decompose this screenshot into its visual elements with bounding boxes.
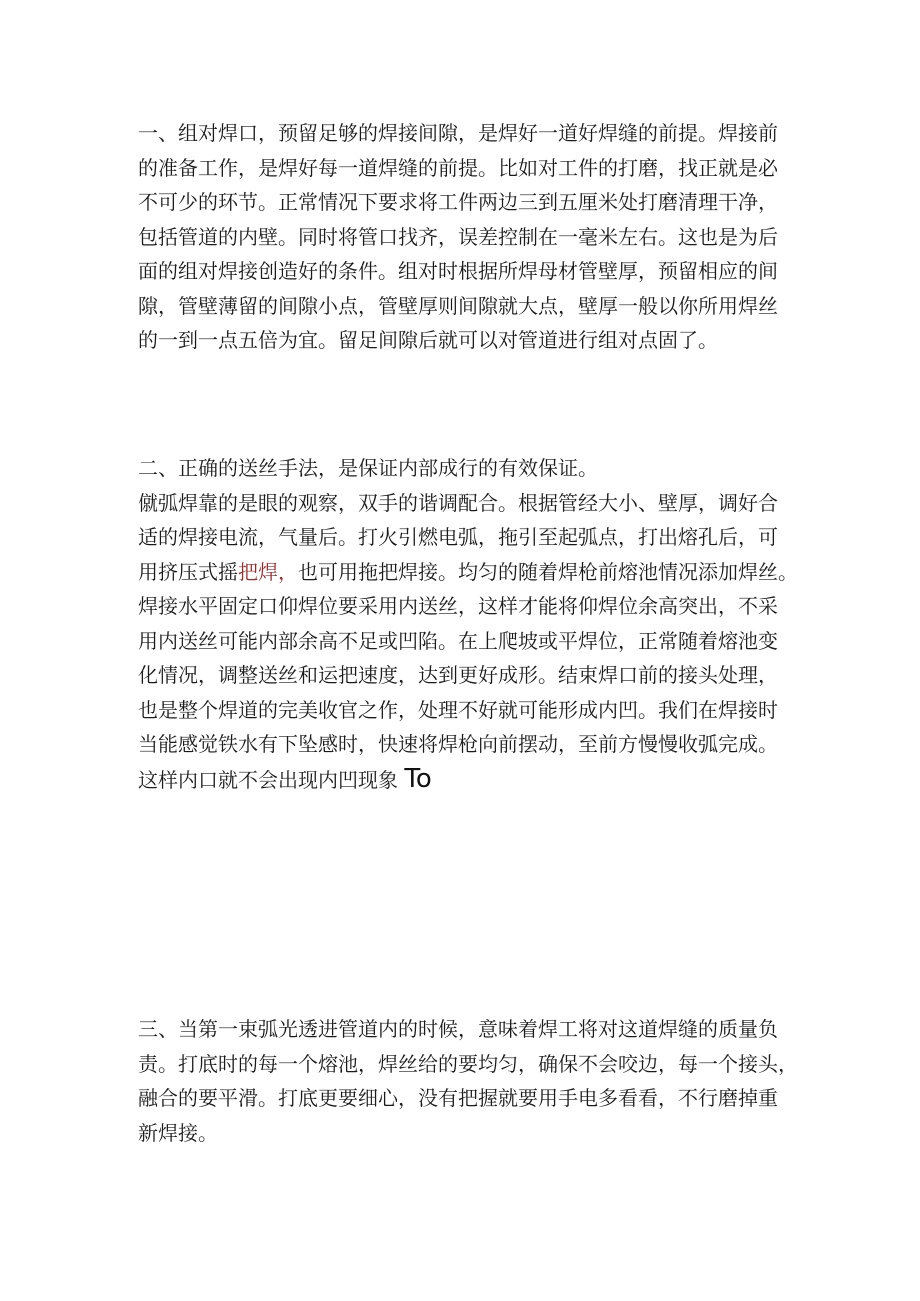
highlighted-text: 把焊， <box>238 559 298 584</box>
to-mark: To <box>404 763 432 794</box>
text-line: 新焊接。 <box>138 1120 218 1145</box>
text-segment: 也可用拖把焊接。均匀的随着焊枪前熔池情况添加焊丝。 <box>298 559 798 584</box>
text-line: 当能感觉铁水有下坠感时，快速将焊枪向前摆动，至前方慢慢收弧完成。 <box>138 732 778 756</box>
text-line: 用内送丝可能内部余高不足或凹陷。在上爬坡或平焊位，正常随着熔池变 <box>138 628 778 653</box>
section-2-heading: 二、正确的送丝手法，是保证内部成行的有效保证。 <box>138 456 598 480</box>
text-line: 僦弧焊靠的是眼的观察，双手的谐调配合。根据管经大小、壁厚，调好合 <box>138 490 778 515</box>
text-line-with-highlight <box>138 555 798 590</box>
section-3-paragraph <box>138 1012 798 1150</box>
text-line: 的一到一点五倍为宜。留足间隙后就可以对管道进行组对点固了。 <box>138 328 718 352</box>
section-1-paragraph <box>138 116 798 358</box>
text-segment: 这样内口就不会出现内凹现象 <box>138 767 398 792</box>
text-line: 化情况，调整送丝和运把速度，达到更好成形。结束焊口前的接头处理， <box>138 663 778 687</box>
text-segment: 用挤压式摇 <box>138 559 238 584</box>
text-line: 责。打底时的每一个熔池，焊丝给的要均匀，确保不会咬边，每一个接头， <box>138 1051 798 1076</box>
text-line: 一、组对焊口，预留足够的焊接间隙，是焊好一道好焊缝的前提。焊接前 <box>138 121 778 145</box>
text-line: 融合的要平滑。打底更要细心，没有把握就要用手电多看看，不行磨掉重 <box>138 1086 778 1110</box>
text-line: 不可少的环节。正常情况下要求将工件两边三到五厘米处打磨清理干净， <box>138 190 778 214</box>
text-line: 焊接水平固定口仰焊位要采用内送丝，这样才能将仰焊位余高突出，不采 <box>138 594 778 618</box>
text-line-last <box>138 762 798 797</box>
text-line: 也是整个焊道的完美收官之作，处理不好就可能形成内凹。我们在焊接时 <box>138 697 778 722</box>
text-line: 面的组对焊接创造好的条件。组对时根据所焊母材管壁厚，预留相应的间 <box>138 259 778 283</box>
text-line: 隙，管壁薄留的间隙小点，管壁厚则间隙就大点，壁厚一般以你所用焊丝 <box>138 293 778 318</box>
text-line: 适的焊接电流，气量后。打火引燃电弧，拖引至起弧点，打出熔孔后，可 <box>138 525 778 549</box>
section-2-paragraph <box>138 451 798 796</box>
text-line: 三、当第一束弧光透进管道内的时候，意味着焊工将对这道焊缝的质量负 <box>138 1017 778 1041</box>
text-line: 包括管道的内壁。同时将管口找齐，误差控制在一毫米左右。这也是为后 <box>138 224 778 249</box>
text-line: 的准备工作，是焊好每一道焊缝的前提。比如对工件的打磨，找正就是必 <box>138 155 778 180</box>
